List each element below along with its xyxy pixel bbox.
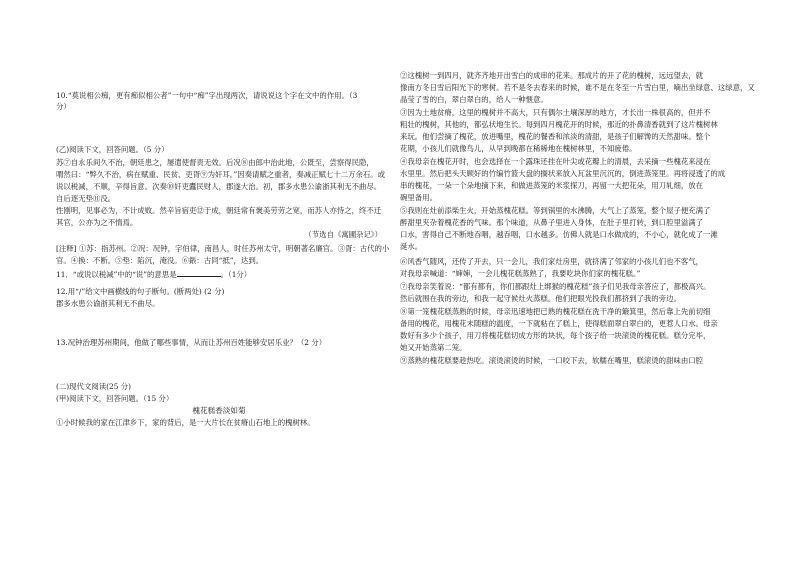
passage-yi-line4: 自后逐无垫⑪没。 <box>56 194 116 203</box>
paragraph-2-line1: ②这槐树一到四月，就齐齐地开出雪白的成串的花来。那成片的开了花的槐树，远远望去，就 <box>400 71 704 80</box>
passage-yi-source: （节选自《寓圃杂记》） <box>304 230 382 239</box>
question-12: 12.用“/”给文中画横线的句子断句。(断两处) (2 分) <box>56 287 225 296</box>
question-10-line2: 分） <box>56 102 71 111</box>
paragraph-4-line1: ④我母亲在槐花开时，也会选择在一个露珠还挂在叶尖或花瓣上的清晨，去采摘一些槐花来浸在 <box>400 157 711 166</box>
notes-line1: [注释] ①苏：指苏州。②况：况钟，字伯律，南昌人，时任苏州太守，明朝著名廉官。③胥：古代的小 <box>56 244 390 253</box>
question-10-line1: 10.“莫说相公痴，更有痴似相公者”一句中“痴”字出现两次，请说说这个字在文中的作用。（3 <box>56 91 358 100</box>
essay-paragraph-1: ①小时候我的家在江津乡下，家的背后，是一大片长在贫瘠山石地上的槐树林。 <box>56 418 315 427</box>
paragraph-6-line1: ⑥风香气随风，还传了开去，只一会儿，我们家灶房里，就挤满了邻家的小孩儿们也不客气， <box>400 257 704 266</box>
paragraph-7-line2: 然后就围在我的旁边，和我一起守候灶火蒸糕。他们把眼光投我们都挤到了我的旁边。 <box>400 294 681 303</box>
passage-yi-line2: 喟然曰：“弊久不治，病在赋重、民贫、吏胥⑨为奸耳。”因奏请赋之重者，奏减正赋七十二万余石。或 <box>56 170 386 179</box>
question-11-text: 11．“或说以税减”中的“说”的意思是 <box>56 270 177 279</box>
paragraph-3-line3: 来玩。他们尝摘了槐花，放进嘴里，槐花的餐香和浓淡的清甜，是孩子们解馋的天然甜味。整个 <box>400 132 711 141</box>
paragraph-2-line3: 晶莹了雪的白，翠白翠白的，给人一种惬意。 <box>400 95 548 104</box>
question-13: 13.况钟治理苏州期间，他做了哪些事情，从而让苏州百姓能够安居乐业？（2 分） <box>56 338 327 347</box>
section-yi-heading: (乙)阅读下文，回答问题。（5 分） <box>56 145 169 154</box>
paragraph-9-line1: ⑨蒸熟的槐花糕要趁热吃。滚烫滚烫的时候，一口咬下去，软糯在嘴里，糕滚烫的甜味由口腔 <box>400 356 704 365</box>
paragraph-8-line3: 数好有多少个孩子，用刀将槐花糕切成方形的块状，每个孩子给一块滚烫的槐花糕。糕分完毕， <box>400 331 711 340</box>
paragraph-4-line3: 串的槐花，一朵一个朵地摘下来，和做进蒸笼的米浆探刀，再留一大把花朵，用刀轧细，放在 <box>400 181 704 190</box>
notes-line2: 官。④换：不断。⑤垫：陷沉，淹没。⑥鋹：古同“抵”，达到。 <box>56 256 264 265</box>
section-jia-heading: (甲)阅读下文，回答问题。（15 分） <box>56 394 174 403</box>
question-12-sentence: 郡多水患公谕浙其利无不曲尽。 <box>56 299 160 308</box>
paragraph-8-line2: 备用的槐花，用槐花末随糕的温度，一下就粘在了糕上，使得糕面翠白翠白的，更惹人口水。母亲 <box>400 319 718 328</box>
paragraph-4-line4: 碗里备用。 <box>400 193 437 202</box>
question-11-tail: 。（1分） <box>220 270 252 279</box>
paragraph-5-line3: 口水，害得自己不断地吞咽，越吞咽，口水越多。仿佛人就是口水做成的，不小心，就化成了一滩 <box>400 230 718 239</box>
paragraph-7-line1: ⑦我母亲笑着说：“都有都有，你们都跟灶上绑猴的槐花糕”孩子们见我母亲答应了，都极高兴。 <box>400 282 711 291</box>
paragraph-3-line4: 花期，小孩儿们就像鸟儿，从早到晚都在稀稀地在槐树林里，不知疲倦。 <box>400 144 637 153</box>
paragraph-5-line4: 涎水。 <box>400 242 423 251</box>
passage-yi-line1: 苏⑦自永乐间久不治，朝廷患之，屡遣使督责无效。后况⑧由郎中治此地，公既至，尝察得民隐， <box>56 158 374 167</box>
paragraph-8-line1: ⑧第一笼槐花糕蒸熟的时候，母亲迅速地把已熟的槐花糕在洗干净的簸箕里，然后靠上先前切细 <box>400 307 711 316</box>
essay-title: 槐花糕香淡如菊 <box>192 406 246 415</box>
paragraph-8-line4: 她又开始蒸第二笼。 <box>400 343 467 352</box>
passage-yi-line6: 其官，公亦为之不惰焉。 <box>56 218 138 227</box>
passage-yi-line5: 性刚明，见事必为，不计成败。然辛旨宿吏⑫于成，朝廷常有褒美劳劳之宽，而苏人亦恃之，终不迁 <box>56 206 382 215</box>
paragraph-3-line1: ③因为土地贫瘠，这里的槐树并不高大，只有偶尔土壤深厚的地方，才长出一株很高的，但并不 <box>400 108 711 117</box>
section-two-heading: (二)现代文阅读(25 分) <box>56 382 132 391</box>
answer-blank[interactable] <box>177 270 221 277</box>
passage-yi-line3: 说以税减，不顺，辛得旨意。次奏⑩奸吏蠹民财人，郡遂大治。初，郡多水患公谕浙其利无不曲尽。 <box>56 182 382 191</box>
paragraph-6-line2: 对我母亲喊道：“婶婶，一会儿槐花糕蒸熟了，我要吃块你们家的槐花糕。” <box>400 269 641 278</box>
paragraph-5-line1: ⑤我则在灶前添柴生火，开始蒸槐花糕。等到锅里的水沸腾，大气上了蒸笼，整个屋子便充满了 <box>400 206 711 215</box>
paragraph-2-line2: 像南方冬日雪后阳光下的寒树。若不是冬去春来的时候，谁不是在冬至一片雪白里，嘀出坐绿意、这绿意，又 <box>400 83 755 92</box>
paragraph-5-line2: 醉甜里夹杂着槐花香的气味。那个味道，从鼻子里进入身体，在肚子里打转，到口腔里溢满了 <box>400 218 704 227</box>
paragraph-3-line2: 粗壮的槐树，其他的，都弘状地生长。每到四月槐花开的时候，那近的扑鼻清香就到了这片槐树林 <box>400 120 718 129</box>
paragraph-4-line2: 水里里。然后把头天顾好的竹编竹篮大盘的搁状来放入瓦盆里沉沉的，倒进蒸笼里。再将浸透了的成 <box>400 169 726 178</box>
question-11 <box>56 270 251 279</box>
